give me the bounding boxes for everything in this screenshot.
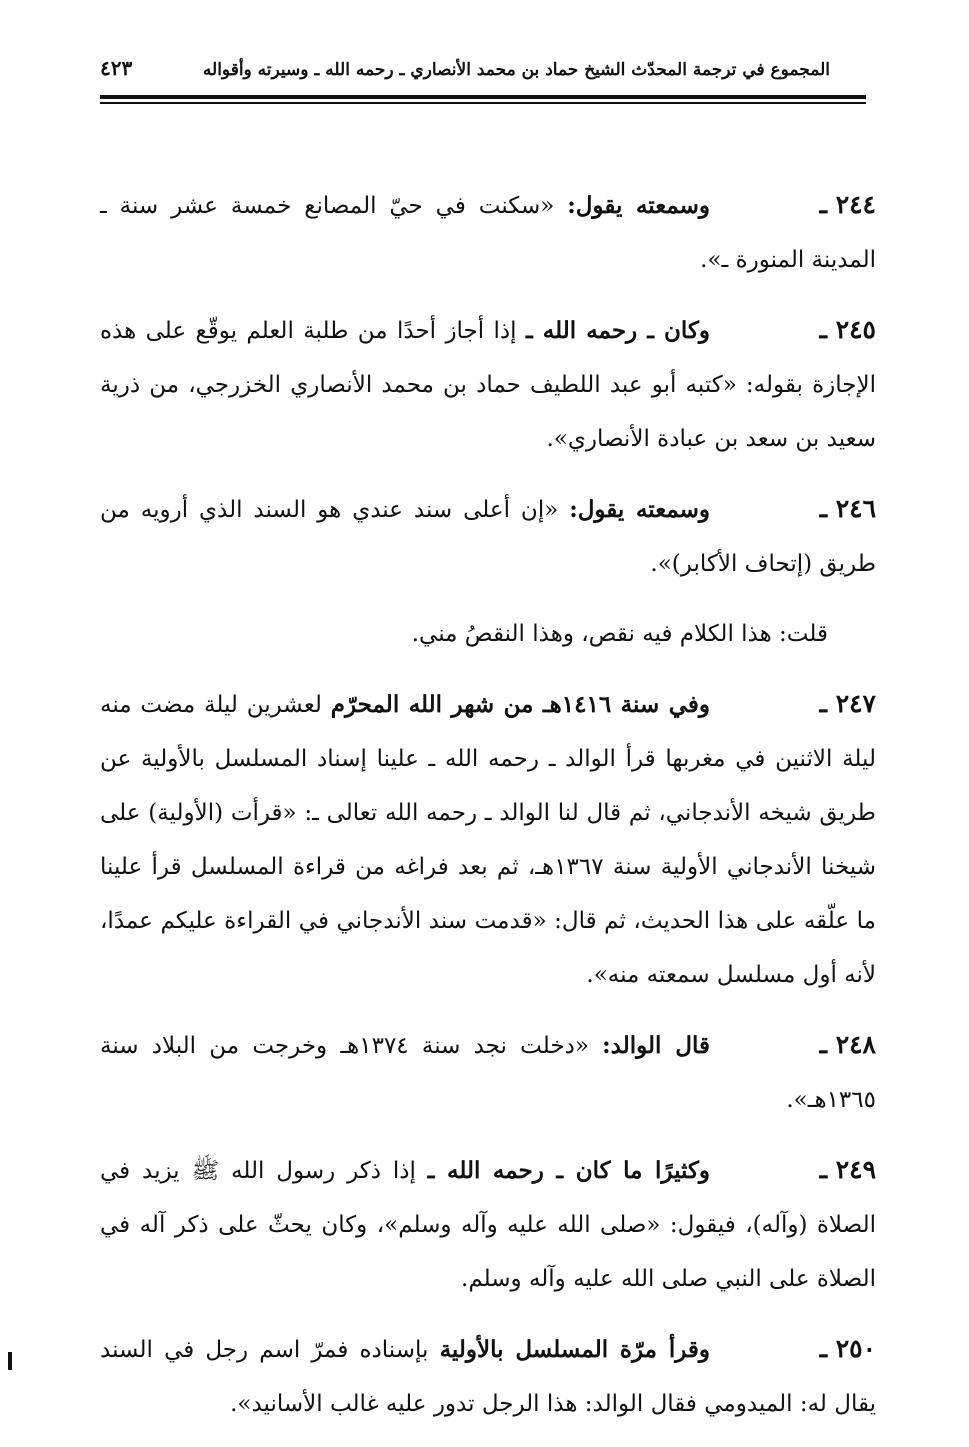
entry-number: ٢٤٨ ـ: [819, 1030, 876, 1059]
entry-244: [100, 178, 876, 287]
entry-text: بإسناده فمرّ اسم رجل في السند يقال له: الميدومي فقال الوالد: هذا الرجل تدور عليه غالب الأسانيد».: [100, 1337, 876, 1417]
entry-247: [100, 677, 876, 1002]
header-title: المجموع في ترجمة المحدّث الشيخ حماد بن محمد الأنصاري ـ رحمه الله ـ وسيرته وأقواله: [202, 60, 830, 80]
entry-lead: وقرأ مرّة المسلسل بالأولية: [439, 1336, 711, 1363]
entry-text: إذا ذكر رسول الله ﷺ يزيد في الصلاة (وآله)، فيقول: «صلى الله عليه وآله وسلم»، وكان يحثّ على ذكر آله في الصلاة على النبي صلى الله عليه وآله وسلم.: [100, 1158, 876, 1292]
entry-number: ٢٤٧ ـ: [819, 689, 876, 718]
author-note: قلت: هذا الكلام فيه نقص، وهذا النقصُ مني.: [411, 621, 828, 647]
entry-number: ٢٤٥ ـ: [819, 315, 876, 344]
entry-246: [100, 482, 876, 591]
entry-text: «إن أعلى سند عندي هو السند الذي أرويه من طريق (إتحاف الأكابر)».: [100, 497, 876, 577]
header-rule-thin: [100, 102, 866, 104]
header-rule-thick: [100, 95, 866, 99]
scan-margin-mark: [8, 1352, 12, 1370]
entry-248: [100, 1018, 876, 1127]
entry-lead: وفي سنة ١٤١٦هـ من شهر الله المحرّم: [330, 691, 710, 718]
entry-lead: وسمعته يقول:: [567, 192, 710, 219]
entry-text: إذا أجاز أحدًا من طلبة العلم يوقّع على هذه الإجازة بقوله: «كتبه أبو عبد اللطيف حماد بن محمد الأنصاري الخزرجي، من ذرية سعيد بن سعد بن عبادة الأنصاري».: [100, 318, 876, 452]
entry-249: [100, 1143, 876, 1306]
page-body: [100, 178, 876, 1447]
entry-lead: وسمعته يقول:: [569, 496, 711, 523]
entry-number: ٢٤٩ ـ: [819, 1155, 877, 1184]
running-header: [100, 44, 830, 80]
entry-text: لعشرين ليلة مضت منه ليلة الاثنين في مغربها قرأ الوالد ـ رحمه الله ـ علينا إسناد المسلسل بالأولية عن طريق شيخه الأندجاني، ثم قال لنا الوالد ـ رحمه الله تعالى ـ: «قرأت (الأولية) على شيخنا الأندجاني الأولية سنة ١٣٦٧هـ، ثم بعد فراغه من قراءة المسلسل قرأ علينا ما علّقه على هذا الحديث، ثم قال: «قدمت سند الأندجاني في القراءة عليكم عمدًا، لأنه أول مسلسل سمعته منه».: [100, 692, 877, 988]
entry-text: «سكنت في حيّ المصانع خمسة عشر سنة ـ المدينة المنورة ـ».: [100, 193, 876, 273]
entry-lead: وكان ـ رحمه الله ـ: [525, 317, 710, 344]
entry-lead: قال الوالد:: [602, 1032, 710, 1059]
entry-lead: وكثيرًا ما كان ـ رحمه الله ـ: [427, 1157, 711, 1184]
entry-text: «دخلت نجد سنة ١٣٧٤هـ وخرجت من البلاد سنة ١٣٦٥هـ».: [100, 1033, 876, 1113]
entry-245: [100, 303, 876, 466]
entry-number: ٢٤٤ ـ: [819, 190, 876, 219]
page-number: ٤٢٣: [100, 56, 133, 80]
entry-number: ٢٥٠ ـ: [819, 1334, 877, 1363]
entry-number: ٢٤٦ ـ: [819, 494, 877, 523]
